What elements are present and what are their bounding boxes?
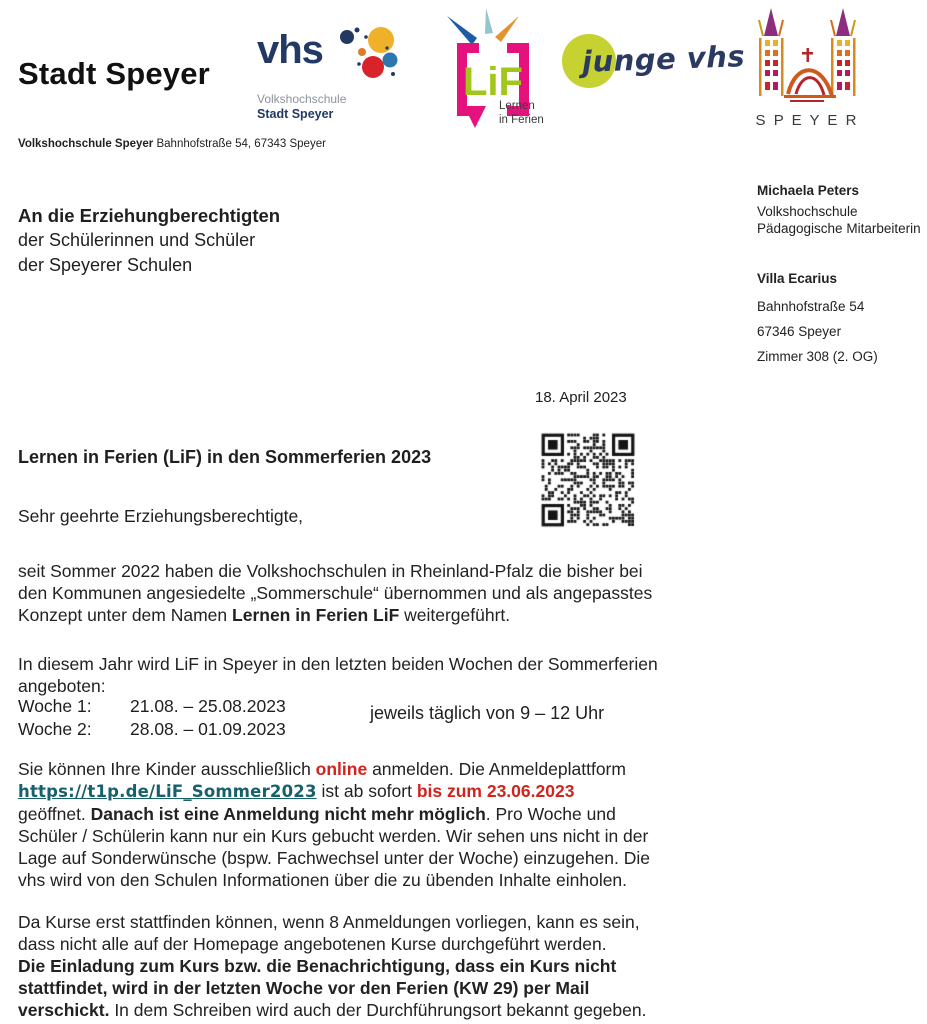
lif-caption	[499, 99, 544, 127]
contact-block	[757, 183, 927, 369]
greeting: Sehr geehrte Erziehungsberechtigte,	[18, 506, 304, 526]
letter-date: 18. April 2023	[535, 389, 627, 406]
vhs-wordmark: vhs	[257, 28, 323, 72]
recipient-line2: der Schülerinnen und Schüler	[18, 230, 256, 250]
vhs-logo-row	[257, 26, 377, 86]
contact-org: Volkshochschule	[757, 204, 858, 219]
qr-code	[538, 430, 638, 530]
contact-city: 67346 Speyer	[757, 324, 842, 339]
speyer-city-logo	[746, 6, 868, 129]
schedule-time-note: jeweils täglich von 9 – 12 Uhr	[370, 703, 605, 723]
speyer-cathedral-icon	[746, 6, 868, 106]
schedule-row	[18, 695, 286, 718]
recipient-line3: der Speyerer Schulen	[18, 255, 193, 275]
schedule-week1-label: Woche 1:	[18, 696, 92, 716]
recipient-block	[18, 203, 280, 278]
sender-address: Bahnhofstraße 54, 67343 Speyer	[153, 138, 326, 150]
vhs-logo-line2: Stadt Speyer	[257, 107, 334, 121]
contact-room: Zimmer 308 (2. OG)	[757, 349, 878, 364]
contact-role: Pädagogische Mitarbeiterin	[757, 221, 921, 236]
lif-caption-line2: in Ferien	[499, 114, 544, 126]
paragraph-intro: seit Sommer 2022 haben die Volkshochschulen in Rheinland-Pfalz die bisher bei den Kommunen angesiedelte „Sommerschule“ übernommen und als angepasstes Konzept unter dem Namen Lernen in Ferien LiF weitergeführt.	[18, 561, 653, 625]
speyer-wordmark: S P E Y E R	[755, 112, 859, 129]
junge-vhs-wordmark: junge vhs	[581, 39, 746, 79]
lif-caption-line1: Lernen	[499, 100, 535, 112]
schedule	[18, 695, 286, 741]
lif-wordmark: LiF	[463, 60, 523, 104]
schedule-week2-label: Woche 2:	[18, 719, 92, 739]
contact-street: Bahnhofstraße 54	[757, 299, 865, 314]
registration-link[interactable]: https://t1p.de/LiF_Sommer2023	[18, 782, 317, 801]
contact-name: Michaela Peters	[757, 183, 860, 198]
paragraph-registration: Sie können Ihre Kinder ausschließlich online anmelden. Die Anmeldeplattform https://t1p.de/LiF_Sommer2023 ist ab sofort bis zum 23.06.2023 geöffnet. Danach ist eine Anmeldung nicht mehr möglich. Pro Woche und Schüler / Schülerin kann nur ein Kurs gebucht werden. Wir sehen uns nicht in der Lage auf Sonderwünsche (bspw. Fachwechsel unter der Woche) einzugehen. Die vhs wird von den Schulen Informationen über die zu übenden Inhalte einholen.	[18, 759, 650, 890]
recipient-line1: An die Erziehungberechtigten	[18, 205, 281, 226]
schedule-week2-dates: 28.08. – 01.09.2023	[130, 719, 286, 739]
vhs-dots-icon	[335, 26, 399, 84]
contact-building: Villa Ecarius	[757, 271, 838, 286]
paragraph-course-confirmation: Da Kurse erst stattfinden können, wenn 8 Anmeldungen vorliegen, kann es sein, dass nicht alle auf der Homepage angebotenen Kurse durchgeführt werden. Die Einladung zum Kurs bzw. die Benachrichtigung, dass ein Kurs nicht stattfindet, wird in der letzten Woche vor den Ferien (KW 29) per Mail verschickt. In dem Schreiben wird auch der Durchführungsort bekannt gegeben.	[18, 912, 647, 1020]
junge-vhs-logo	[562, 26, 746, 92]
sender-name: Volkshochschule Speyer	[18, 138, 154, 150]
vhs-logo	[257, 26, 377, 121]
schedule-row	[18, 718, 286, 741]
schedule-week1-dates: 21.08. – 25.08.2023	[130, 696, 286, 716]
paragraph-weeks-intro: In diesem Jahr wird LiF in Speyer in den letzten beiden Wochen der Sommerferien angeboten:	[18, 654, 658, 696]
sender-line	[18, 138, 326, 150]
page-title: Stadt Speyer	[18, 56, 210, 91]
lif-logo	[443, 4, 558, 129]
subject-line: Lernen in Ferien (LiF) in den Sommerferien 2023	[18, 447, 432, 467]
vhs-logo-line1: Volkshochschule	[257, 92, 347, 106]
